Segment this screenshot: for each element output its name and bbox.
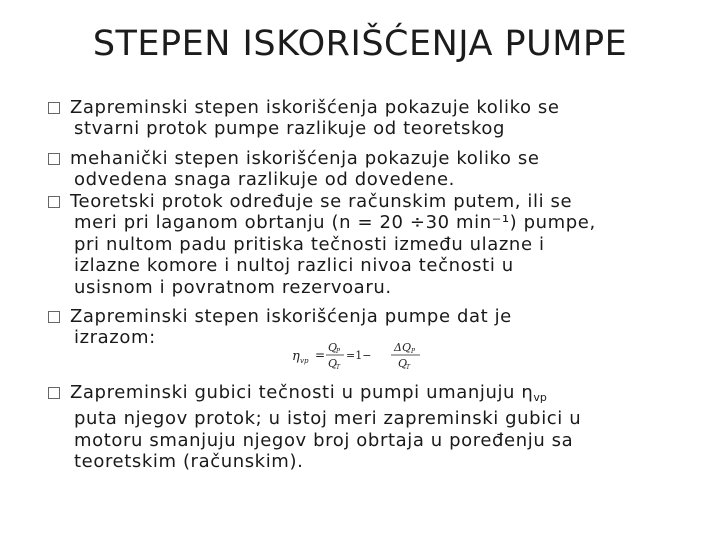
paragraph-line: pri nultom padu pritiska tečnosti između ulazne i bbox=[74, 233, 545, 255]
paragraph-line: puta njegov protok; u istoj meri zapreminski gubici u bbox=[74, 408, 582, 430]
formula-equals: = bbox=[315, 348, 326, 362]
paragraph-line: mehanički stepen iskorišćenja pokazuje koliko se bbox=[70, 148, 540, 169]
bullet-box-icon bbox=[48, 196, 60, 208]
bullet-paragraph-1 bbox=[48, 97, 688, 140]
bullet-paragraph-3 bbox=[48, 191, 688, 298]
paragraph-line: teoretskim (računskim). bbox=[74, 451, 304, 473]
paragraph-line: meri pri laganom obrtanju (n = 20 ÷30 min⁻¹) pumpe, bbox=[74, 212, 596, 234]
formula-num2-sub: P bbox=[411, 348, 416, 355]
paragraph-line: Zapreminski stepen iskorišćenja pumpe dat je bbox=[70, 306, 512, 327]
paragraph-line: motoru smanjuju njegov broj obrtaja u poređenju sa bbox=[74, 429, 574, 451]
volumetric-efficiency-formula bbox=[290, 338, 440, 372]
page-title: STEPEN ISKORIŠĆENJA PUMPE bbox=[92, 24, 628, 64]
paragraph-line: Zapreminski stepen iskorišćenja pokazuje koliko se bbox=[70, 97, 560, 118]
paragraph-line: izrazom: bbox=[74, 327, 156, 349]
formula-den2-sub: T bbox=[406, 364, 411, 371]
formula-num1-sub: P bbox=[336, 348, 341, 355]
bullet-box-icon bbox=[48, 102, 60, 114]
paragraph-line: Teoretski protok određuje se računskim putem, ili se bbox=[70, 191, 573, 212]
bullet-box-icon bbox=[48, 311, 60, 323]
paragraph-line: odvedena snaga razlikuje od dovedene. bbox=[74, 169, 456, 191]
formula-num1: Q bbox=[328, 341, 338, 354]
bullet-box-icon bbox=[48, 387, 60, 399]
bullet-paragraph-5 bbox=[48, 382, 688, 473]
formula-den1-sub: T bbox=[336, 364, 341, 371]
paragraph-line: stvarni protok pumpe razlikuje od teoretskog bbox=[74, 118, 505, 140]
paragraph-line: usisnom i povratnom rezervoaru. bbox=[74, 276, 392, 298]
bullet-box-icon bbox=[48, 153, 60, 165]
formula-eta-sub: vp bbox=[300, 357, 309, 365]
eta-subscript: vp bbox=[533, 391, 547, 404]
bullet-paragraph-2 bbox=[48, 148, 688, 191]
formula-eta: η bbox=[292, 349, 300, 364]
paragraph-line: izlazne komore i nultoj razlici nivoa tečnosti u bbox=[74, 255, 514, 277]
formula-den1: Q bbox=[328, 357, 338, 370]
formula-num2: ΔQ bbox=[394, 341, 411, 354]
formula-den2: Q bbox=[398, 357, 408, 370]
paragraph-line: Zapreminski gubici tečnosti u pumpi umanjuju η bbox=[70, 382, 534, 403]
formula-one-minus: =1− bbox=[346, 349, 372, 362]
